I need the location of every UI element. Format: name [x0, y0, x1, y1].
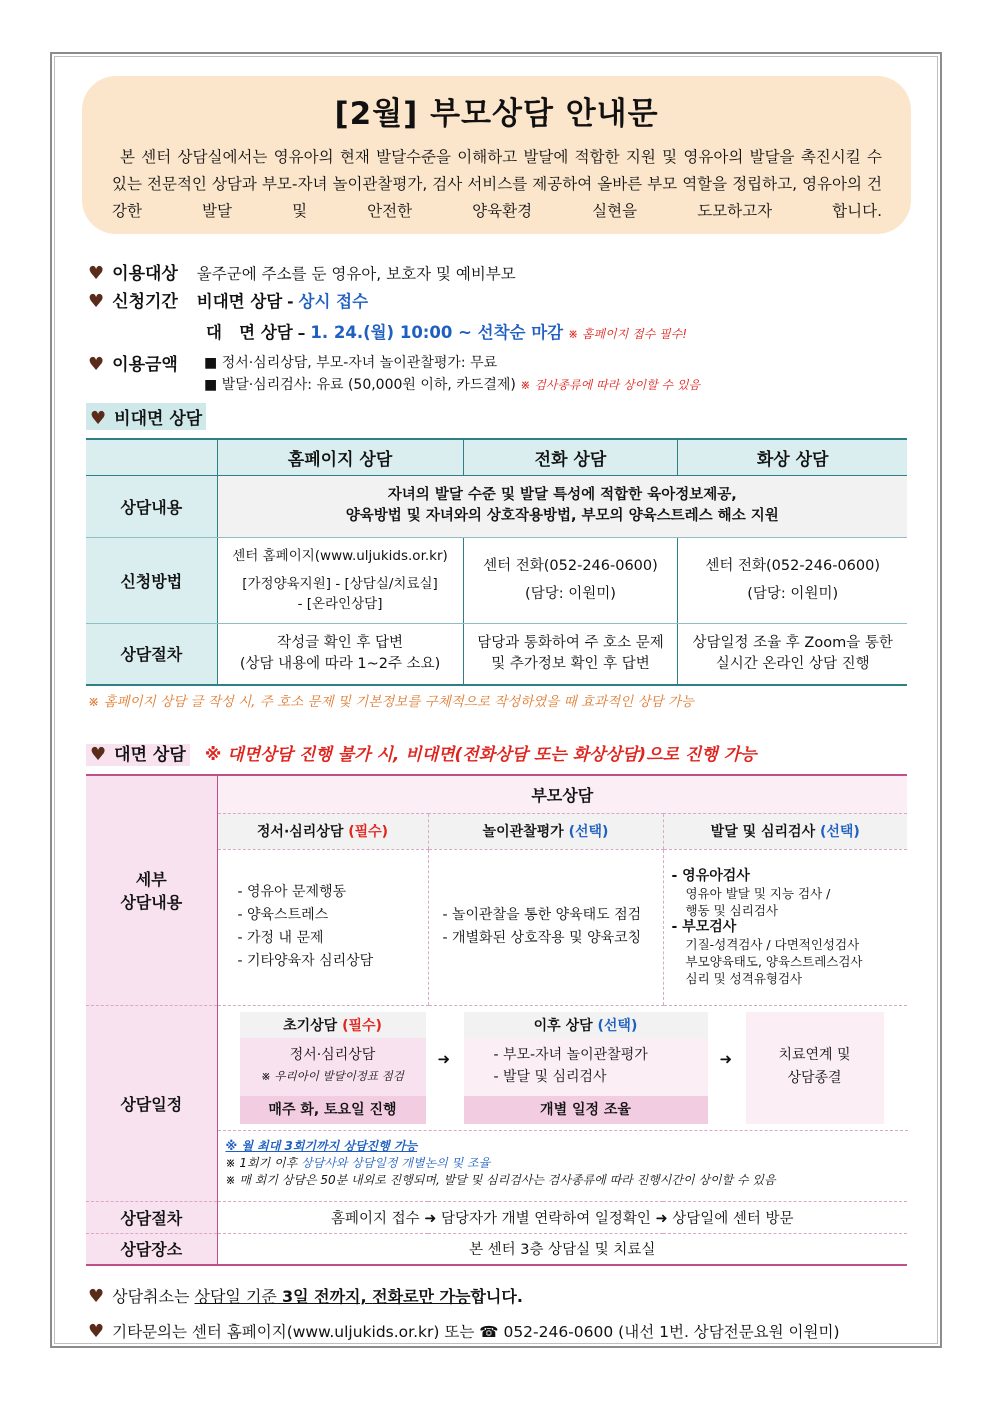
info-period: ♥ 신청기간 비대면 상담 - 상시 접수	[88, 291, 369, 312]
header-phone: 전화 상담	[463, 439, 678, 475]
face-table	[86, 774, 907, 1266]
nonface-section-title: ♥ 비대면 상담	[86, 403, 206, 430]
square-bullet-icon: ■	[204, 355, 218, 371]
cell-video-proc: 상담일정 조율 후 Zoom을 통한 실시간 온라인 상담 진행	[678, 623, 907, 685]
nonface-note: ※ 홈페이지 상담 글 작성 시, 주 호소 문제 및 기본정보를 구체적으로 작성하였을 때 효과적인 상담 가능	[88, 694, 694, 710]
table-row	[86, 1201, 907, 1233]
cell-phone-proc: 담당과 통화하여 주 호소 문제 및 추가정보 확인 후 답변	[463, 623, 678, 685]
info-target: ♥ 이용대상 울주군에 주소를 둔 영유아, 보호자 및 예비부모	[88, 263, 516, 284]
header-parent-counsel: 부모상담	[217, 775, 907, 813]
info-fee: ♥ 이용금액	[88, 354, 178, 375]
header-video: 화상 상담	[678, 439, 907, 475]
step-initial: 초기상담 (필수) 정서·심리상담 ※ 우리아이 발달이정표 점검 매주 화, 토요일 진행	[240, 1012, 426, 1124]
row-label: 상담절차	[86, 623, 217, 685]
row-label-detail: 세부 상담내용	[86, 775, 217, 1005]
info-fee-2: ■ 발달·심리검사: 유료 (50,000원 이하, 카드결제) ※ 검사종류에 따라 상이할 수 있음	[204, 377, 701, 393]
info-fee-1: ■ 정서·심리상담, 부모-자녀 놀이관찰평가: 무료	[204, 355, 498, 371]
square-bullet-icon: ■	[204, 377, 218, 393]
cancel-notice: ♥ 상담취소는 상담일 기준 3일 전까지, 전화로만 가능합니다.	[88, 1286, 523, 1307]
schedule-cell	[217, 1005, 907, 1201]
row-label: 신청방법	[86, 537, 217, 623]
step-followup: 이후 상담 (선택) - 부모-자녀 놀이관찰평가 - 발달 및 심리검사 개별 일정 조율	[464, 1012, 708, 1124]
cell-phone-apply: 센터 전화(052-246-0600) (담당: 이원미)	[463, 537, 678, 623]
cell-home-proc: 작성글 확인 후 답변 (상담 내용에 따라 1~2주 소요)	[217, 623, 463, 685]
row-label-schedule: 상담일정	[86, 1005, 217, 1201]
schedule-notes: ※ 월 최대 3회기까지 상담진행 가능 ※ 1회기 이후 상담사와 상담일정 개별논의 및 조율 ※ 매 회기 상담은 50분 내외로 진행되며, 발달 및 심리검사는 검사종류에 따라 진행시간이 상이할 수 있음	[225, 1138, 776, 1187]
heart-icon: ♥	[88, 354, 105, 375]
heart-icon: ♥	[88, 1321, 105, 1342]
info-period-face: 대 면 상담 – 1. 24.(월) 10:00 ~ 선착순 마감 ※ 홈페이지 접수 필수!	[206, 323, 688, 342]
arrow-icon: ➜	[437, 1049, 451, 1068]
table-row	[86, 1233, 907, 1265]
table-header-row	[86, 775, 907, 813]
heart-icon: ♥	[90, 744, 107, 765]
proc-value: 홈페이지 접수 ➜ 담당자가 개별 연락하여 일정확인 ➜ 상담일에 센터 방문	[217, 1201, 907, 1233]
row-label-proc: 상담절차	[86, 1201, 217, 1233]
arrow-icon: ➜	[719, 1049, 733, 1068]
row-label-place: 상담장소	[86, 1233, 217, 1265]
table-corner	[86, 439, 217, 475]
heart-icon: ♥	[88, 1286, 105, 1307]
intro-text: 본 센터 상담실에서는 영유아의 현재 발달수준을 이해하고 발달에 적합한 지원 및 영유아의 발달을 촉진시킬 수 있는 전문적인 상담과 부모-자녀 놀이관찰평가, 검사 서비스를 제공하여 올바른 부모 역할을 정립하고, 영유아의 건강한 발달 및 안전한 양육환경 실현을 도모하고자 합니다.	[112, 148, 882, 220]
content-cell: 자녀의 발달 수준 및 발달 특성에 적합한 육아정보제공, 양육방법 및 자녀와의 상호작용방법, 부모의 양육스트레스 해소 지원	[217, 475, 907, 537]
heart-icon: ♥	[88, 263, 105, 284]
table-row	[86, 537, 907, 623]
header-home: 홈페이지 상담	[217, 439, 463, 475]
step-close: 치료연계 및 상담종결	[746, 1012, 884, 1124]
contact-notice: ♥ 기타문의는 센터 홈페이지(www.uljukids.or.kr) 또는 ☎ 052-246-0600 (내선 1번. 상담전문요원 이원미)	[88, 1321, 840, 1342]
place-value: 본 센터 3층 상담실 및 치료실	[217, 1233, 907, 1265]
heart-icon: ♥	[88, 291, 105, 312]
sub-header-play: 놀이관찰평가 (선택)	[428, 813, 663, 849]
cell-home-apply: 센터 홈페이지(www.uljukids.or.kr) [가정양육지원] - [상담실/치료실] - [온라인상담]	[217, 537, 463, 623]
schedule-row	[86, 1005, 907, 1201]
nonface-table	[86, 438, 907, 686]
table-row	[86, 475, 907, 537]
sub-header-test: 발달 및 심리검사 (선택)	[663, 813, 907, 849]
row-label: 상담내용	[86, 475, 217, 537]
heart-icon: ♥	[90, 408, 107, 429]
face-section-title: ♥ 대면 상담 ※ 대면상담 진행 불가 시, 비대면(전화상담 또는 화상상담)으로 진행 가능	[86, 740, 756, 765]
detail-emotion: - 영유아 문제행동 - 양육스트레스 - 가정 내 문제 - 기타양육자 심리상담	[217, 849, 428, 1005]
sub-header-emotion: 정서·심리상담 (필수)	[217, 813, 428, 849]
detail-play: - 놀이관찰을 통한 양육태도 점검 - 개별화된 상호작용 및 양육코칭	[428, 849, 663, 1005]
detail-test: - 영유아검사 영유아 발달 및 지능 검사 / 행동 및 심리검사 - 부모검사 기질-성격검사 / 다면적인성검사 부모양육태도, 양육스트레스검사 심리 및 성격유형검사	[663, 849, 907, 1005]
page-title: [2월] 부모상담 안내문	[334, 96, 659, 132]
cell-video-apply: 센터 전화(052-246-0600) (담당: 이원미)	[678, 537, 907, 623]
table-header-row	[86, 439, 907, 475]
table-row	[86, 623, 907, 685]
